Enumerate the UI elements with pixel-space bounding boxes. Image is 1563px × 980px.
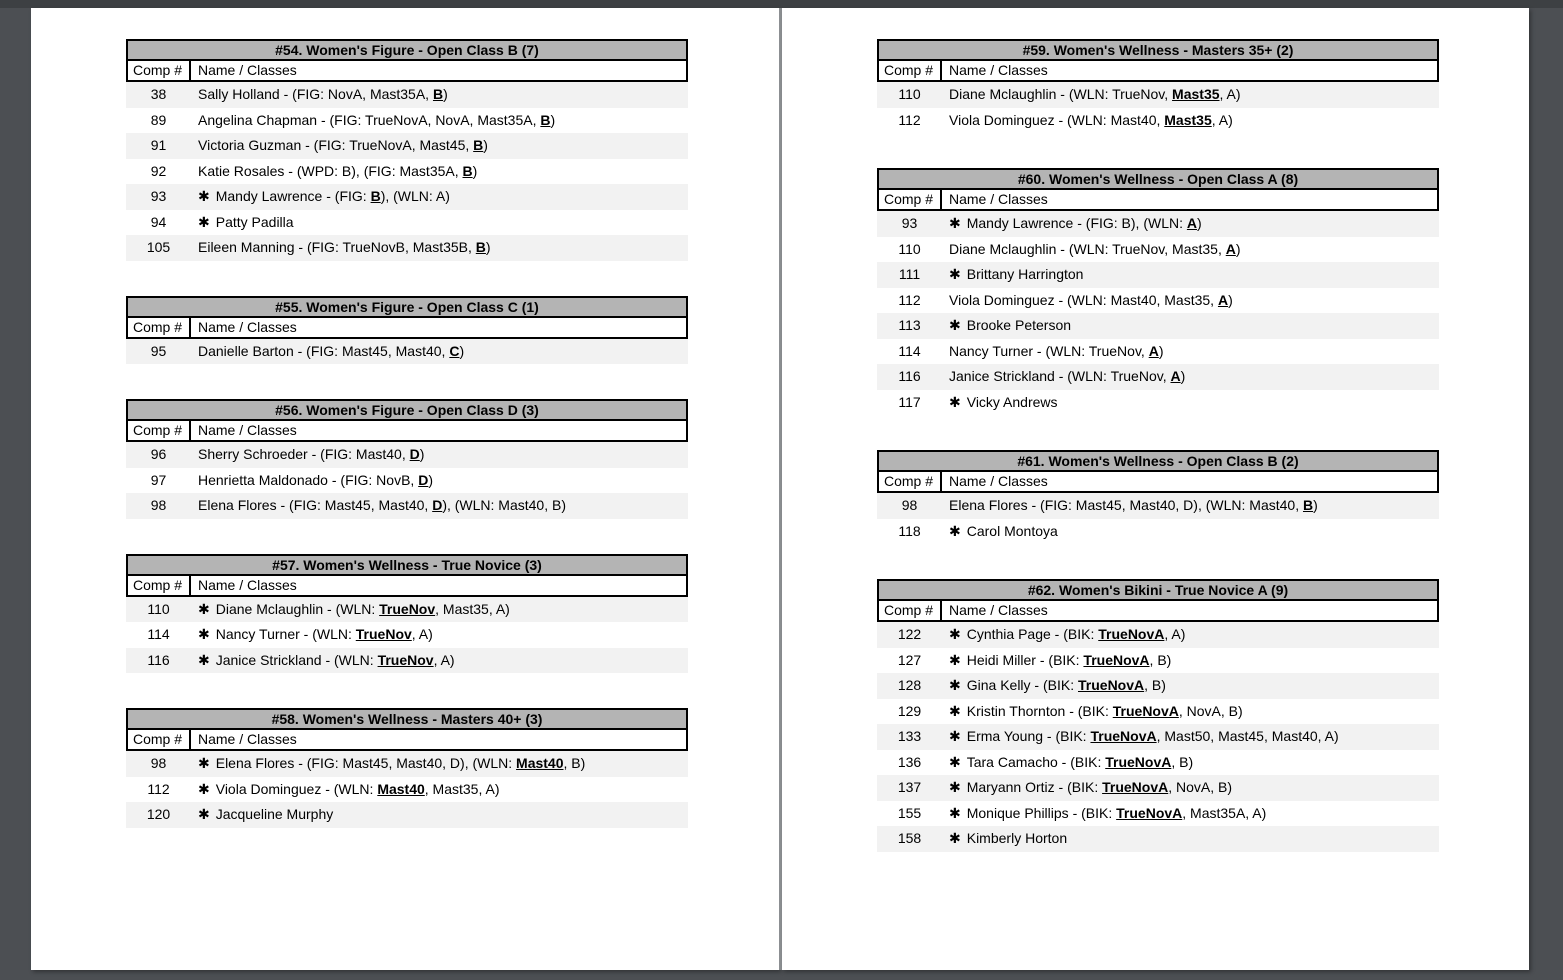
competitor-name-classes [942, 390, 1439, 416]
highlighted-class-token: B [540, 111, 551, 128]
table-row [877, 801, 1439, 827]
highlighted-class-token: TrueNovA [1078, 677, 1145, 693]
competitor-name-classes [942, 211, 1439, 237]
comp-number: 38 [150, 86, 167, 102]
comp-number-column-header: Comp # [128, 576, 191, 595]
row-text: , Mast35, A) [424, 780, 500, 797]
name-classes-column-header: Name / Classes [198, 422, 297, 438]
crossover-star-icon: ✱ [949, 753, 961, 770]
table-row [126, 802, 688, 828]
row-text: , B) [1171, 753, 1194, 770]
row-text: Katie Rosales - (WPD: B), (FIG: Mast35A, [198, 162, 463, 179]
competitor-name-classes [942, 826, 1439, 852]
row-text: Cynthia Page - (BIK: [966, 626, 1099, 642]
row-text: Viola Dominguez - (WLN: [215, 780, 378, 797]
competitor-name-classes [191, 468, 688, 494]
table-row [126, 597, 688, 623]
comp-number: 116 [898, 368, 921, 384]
row-text: Janice Strickland - (WLN: [215, 651, 378, 668]
table-row [877, 622, 1439, 648]
row-text: , NovA, B) [1168, 779, 1233, 795]
name-classes-column-header: Name / Classes [949, 473, 1048, 489]
name-classes-column-header: Name / Classes [949, 602, 1048, 618]
highlighted-class-token: TrueNovA [1098, 626, 1165, 642]
row-text: Viola Dominguez - (WLN: Mast40, [949, 111, 1165, 128]
class-table [877, 39, 1439, 133]
table-row [126, 133, 688, 159]
competitor-name-classes [191, 133, 688, 159]
crossover-star-icon: ✱ [949, 779, 961, 795]
competitor-name-classes [942, 237, 1439, 263]
comp-number: 116 [147, 651, 170, 668]
name-classes-column-header: Name / Classes [949, 62, 1048, 78]
row-text: , B) [1149, 651, 1172, 668]
row-text: Henrietta Maldonado - (FIG: NovB, [198, 471, 419, 488]
row-text: Janice Strickland - (WLN: TrueNov, [949, 368, 1171, 384]
table-row [877, 750, 1439, 776]
comp-number: 117 [898, 393, 921, 410]
comp-number: 128 [897, 677, 922, 693]
row-text: ) [459, 342, 465, 359]
highlighted-class-token: D [418, 471, 429, 488]
competitor-name-classes [942, 622, 1439, 648]
table-title: #60. Women's Wellness - Open Class A (8) [877, 168, 1439, 190]
highlighted-class-token: C [449, 342, 460, 359]
crossover-star-icon: ✱ [949, 677, 961, 693]
table-header-row [126, 318, 688, 339]
row-text: , Mast35, A) [435, 600, 510, 617]
competitor-name-classes [942, 288, 1439, 314]
competitor-name-classes [942, 519, 1439, 545]
comp-number: 137 [897, 779, 922, 795]
row-text: Nancy Turner - (WLN: [215, 626, 356, 642]
table-row [877, 364, 1439, 390]
comp-number-column-header: Comp # [128, 730, 191, 749]
table-row [126, 493, 688, 519]
row-text: Diane Mclaughlin - (WLN: TrueNov, [949, 86, 1173, 102]
row-text: ) [1228, 291, 1233, 308]
comp-number: 97 [150, 471, 167, 488]
table-row [126, 777, 688, 803]
crossover-star-icon: ✱ [949, 728, 961, 744]
row-text: , Mast35A, A) [1182, 804, 1267, 821]
row-text: ) [428, 471, 433, 488]
crossover-star-icon: ✱ [949, 626, 961, 642]
table-row [877, 775, 1439, 801]
table-row [877, 313, 1439, 339]
class-table [126, 296, 688, 365]
highlighted-class-token: D [432, 497, 443, 513]
comp-number: 113 [898, 317, 921, 333]
table-row [877, 82, 1439, 108]
table-row [126, 235, 688, 261]
competitor-name-classes [191, 184, 688, 210]
highlighted-class-token: B [370, 188, 381, 204]
row-text: Angelina Chapman - (FIG: TrueNovA, NovA, Mast35A, [198, 111, 541, 128]
crossover-star-icon: ✱ [949, 317, 961, 333]
table-header-row [877, 190, 1439, 211]
row-text: ) [1197, 215, 1202, 231]
crossover-star-icon: ✱ [949, 830, 961, 846]
competitor-name-classes [942, 364, 1439, 390]
class-table [126, 39, 688, 261]
comp-number: 110 [898, 240, 921, 257]
crossover-star-icon: ✱ [949, 266, 961, 282]
comp-number-column-header: Comp # [879, 190, 942, 209]
crossover-star-icon: ✱ [949, 804, 961, 821]
row-text: Jacqueline Murphy [215, 806, 334, 822]
table-title: #57. Women's Wellness - True Novice (3) [126, 554, 688, 576]
table-row [126, 82, 688, 108]
competitor-name-classes [942, 775, 1439, 801]
highlighted-class-token: B [473, 137, 484, 153]
competitor-name-classes [942, 673, 1439, 699]
row-text: Monique Phillips - (BIK: [966, 804, 1117, 821]
row-text: Victoria Guzman - (FIG: TrueNovA, Mast45, [198, 137, 474, 153]
crossover-star-icon: ✱ [949, 702, 961, 719]
comp-number: 93 [150, 188, 167, 204]
row-text: , Mast50, Mast45, Mast40, A) [1156, 728, 1339, 744]
comp-number: 127 [897, 651, 922, 668]
row-text: , B) [563, 755, 586, 771]
row-text: , B) [1144, 677, 1166, 693]
row-text: ) [472, 162, 478, 179]
row-text: Kristin Thornton - (BIK: [966, 702, 1113, 719]
crossover-star-icon: ✱ [949, 522, 961, 539]
table-header-row [126, 576, 688, 597]
viewer-top-edge [0, 0, 1563, 8]
competitor-name-classes [942, 699, 1439, 725]
row-text: ) [485, 239, 491, 255]
crossover-star-icon: ✱ [949, 651, 961, 668]
highlighted-class-token: B [475, 239, 486, 255]
table-row [877, 673, 1439, 699]
competitor-name-classes [191, 159, 688, 185]
table-row [126, 159, 688, 185]
table-header-row [877, 601, 1439, 622]
table-row [877, 493, 1439, 519]
name-classes-column-header: Name / Classes [949, 191, 1048, 207]
crossover-star-icon: ✱ [198, 213, 210, 230]
comp-number: 114 [147, 626, 170, 642]
table-row [126, 648, 688, 674]
row-text: Patty Padilla [215, 213, 294, 230]
class-table [877, 168, 1439, 415]
highlighted-class-token: Mast35 [1164, 111, 1212, 128]
table-row [126, 622, 688, 648]
competitor-name-classes [942, 648, 1439, 674]
comp-number-column-header: Comp # [128, 318, 191, 337]
comp-number: 110 [898, 86, 921, 102]
table-title: #59. Women's Wellness - Masters 35+ (2) [877, 39, 1439, 61]
row-text: Diane Mclaughlin - (WLN: [215, 600, 380, 617]
comp-number: 114 [898, 342, 921, 359]
competitor-name-classes [191, 777, 688, 803]
comp-number: 95 [150, 342, 167, 359]
comp-number: 120 [146, 806, 171, 822]
row-text: ) [1313, 497, 1318, 513]
highlighted-class-token: D [409, 446, 420, 462]
highlighted-class-token: TrueNovA [1102, 779, 1169, 795]
competitor-name-classes [191, 339, 688, 365]
highlighted-class-token: B [432, 86, 444, 102]
table-row [877, 108, 1439, 134]
row-text: Eileen Manning - (FIG: TrueNovB, Mast35B, [198, 239, 476, 255]
row-text: ) [1235, 240, 1241, 257]
comp-number: 111 [898, 266, 921, 282]
crossover-star-icon: ✱ [198, 780, 210, 797]
comp-number: 110 [147, 600, 170, 617]
table-row [877, 339, 1439, 365]
table-row [877, 826, 1439, 852]
competitor-name-classes [191, 108, 688, 134]
table-row [877, 724, 1439, 750]
crossover-star-icon: ✱ [198, 806, 210, 822]
row-text: Carol Montoya [966, 522, 1058, 539]
comp-number: 89 [150, 111, 167, 128]
row-text: ) [1180, 368, 1186, 384]
highlighted-class-token: B [462, 162, 473, 179]
table-header-row [877, 472, 1439, 493]
name-classes-column-header: Name / Classes [198, 731, 297, 747]
table-row [877, 237, 1439, 263]
row-text: Vicky Andrews [966, 393, 1058, 410]
row-text: Tara Camacho - (BIK: [966, 753, 1106, 770]
row-text: ) [419, 446, 425, 462]
table-row [877, 390, 1439, 416]
competitor-name-classes [191, 235, 688, 261]
competitor-name-classes [942, 313, 1439, 339]
table-row [126, 210, 688, 236]
table-header-row [877, 61, 1439, 82]
comp-number: 96 [150, 446, 167, 462]
table-title: #58. Women's Wellness - Masters 40+ (3) [126, 708, 688, 730]
row-text: ) [550, 111, 556, 128]
row-text: Sherry Schroeder - (FIG: Mast40, [198, 446, 410, 462]
class-table [126, 554, 688, 674]
highlighted-class-token: A [1217, 291, 1229, 308]
crossover-star-icon: ✱ [198, 651, 210, 668]
table-title: #55. Women's Figure - Open Class C (1) [126, 296, 688, 318]
row-text: ) [1158, 342, 1164, 359]
highlighted-class-token: A [1148, 342, 1159, 359]
row-text: Maryann Ortiz - (BIK: [966, 779, 1103, 795]
competitor-name-classes [191, 210, 688, 236]
comp-number: 158 [897, 830, 922, 846]
highlighted-class-token: TrueNovA [1105, 753, 1172, 770]
row-text: Gina Kelly - (BIK: [966, 677, 1078, 693]
table-row [877, 519, 1439, 545]
highlighted-class-token: Mast40 [516, 755, 564, 771]
row-text: ) [483, 137, 488, 153]
comp-number: 112 [898, 111, 921, 128]
row-text: Erma Young - (BIK: [966, 728, 1091, 744]
comp-number: 92 [150, 162, 167, 179]
highlighted-class-token: A [1170, 368, 1181, 384]
highlighted-class-token: TrueNovA [1112, 702, 1179, 719]
highlighted-class-token: TrueNov [379, 600, 436, 617]
comp-number: 91 [150, 137, 167, 153]
row-text: , A) [1219, 86, 1241, 102]
comp-number: 98 [150, 755, 167, 771]
class-table [877, 579, 1439, 852]
comp-number-column-header: Comp # [128, 61, 191, 80]
crossover-star-icon: ✱ [949, 393, 961, 410]
row-text: , A) [1211, 111, 1233, 128]
competitor-name-classes [191, 82, 688, 108]
comp-number: 122 [897, 626, 922, 642]
row-text: Elena Flores - (FIG: Mast45, Mast40, [198, 497, 433, 513]
table-header-row [126, 730, 688, 751]
row-text: ), (WLN: Mast40, B) [442, 497, 566, 513]
row-text: ) [443, 86, 448, 102]
row-text: Mandy Lawrence - (FIG: B), (WLN: [966, 215, 1187, 231]
highlighted-class-token: Mast35 [1172, 86, 1220, 102]
row-text: , A) [433, 651, 455, 668]
class-table [126, 708, 688, 828]
row-text: Sally Holland - (FIG: NovA, Mast35A, [198, 86, 433, 102]
competitor-name-classes [942, 801, 1439, 827]
row-text: , A) [1164, 626, 1186, 642]
competitor-name-classes [191, 648, 688, 674]
highlighted-class-token: B [1302, 497, 1314, 513]
highlighted-class-token: A [1225, 240, 1236, 257]
competitor-name-classes [191, 597, 688, 623]
row-text: Brooke Peterson [966, 317, 1072, 333]
highlighted-class-token: TrueNovA [1090, 728, 1157, 744]
competitor-name-classes [942, 108, 1439, 134]
document-page-left [31, 8, 779, 970]
comp-number: 133 [897, 728, 922, 744]
table-row [877, 699, 1439, 725]
table-title: #56. Women's Figure - Open Class D (3) [126, 399, 688, 421]
row-text: Nancy Turner - (WLN: TrueNov, [949, 342, 1149, 359]
competitor-name-classes [191, 442, 688, 468]
table-row [877, 648, 1439, 674]
comp-number: 105 [146, 239, 171, 255]
row-text: Diane Mclaughlin - (WLN: TrueNov, Mast35, [949, 240, 1226, 257]
crossover-star-icon: ✱ [198, 626, 210, 642]
comp-number-column-header: Comp # [879, 61, 942, 80]
comp-number: 98 [901, 497, 918, 513]
comp-number: 112 [147, 780, 170, 797]
table-title: #61. Women's Wellness - Open Class B (2) [877, 450, 1439, 472]
table-row [877, 288, 1439, 314]
crossover-star-icon: ✱ [198, 600, 210, 617]
table-row [877, 211, 1439, 237]
comp-number: 136 [897, 753, 922, 770]
comp-number: 93 [901, 215, 918, 231]
row-text: Viola Dominguez - (WLN: Mast40, Mast35, [949, 291, 1218, 308]
crossover-star-icon: ✱ [198, 188, 210, 204]
comp-number: 118 [898, 522, 921, 539]
highlighted-class-token: TrueNovA [1116, 804, 1183, 821]
table-header-row [126, 421, 688, 442]
comp-number-column-header: Comp # [128, 421, 191, 440]
row-text: , A) [411, 626, 433, 642]
highlighted-class-token: TrueNovA [1083, 651, 1150, 668]
table-row [126, 339, 688, 365]
page-left-content [31, 8, 779, 828]
table-row [126, 468, 688, 494]
table-title: #62. Women's Bikini - True Novice A (9) [877, 579, 1439, 601]
competitor-name-classes [942, 82, 1439, 108]
crossover-star-icon: ✱ [949, 215, 961, 231]
class-table [126, 399, 688, 519]
comp-number: 155 [897, 804, 922, 821]
comp-number-column-header: Comp # [879, 472, 942, 491]
class-table [877, 450, 1439, 544]
competitor-name-classes [191, 493, 688, 519]
competitor-name-classes [942, 339, 1439, 365]
row-text: Elena Flores - (FIG: Mast45, Mast40, D), (WLN: [215, 755, 517, 771]
highlighted-class-token: TrueNov [355, 626, 412, 642]
highlighted-class-token: A [1186, 215, 1198, 231]
crossover-star-icon: ✱ [198, 755, 210, 771]
comp-number: 98 [150, 497, 167, 513]
competitor-name-classes [191, 751, 688, 777]
highlighted-class-token: Mast40 [377, 780, 425, 797]
name-classes-column-header: Name / Classes [198, 318, 297, 335]
comp-number: 94 [150, 213, 167, 230]
row-text: ), (WLN: A) [380, 188, 450, 204]
name-classes-column-header: Name / Classes [198, 576, 297, 593]
competitor-name-classes [942, 493, 1439, 519]
row-text: Elena Flores - (FIG: Mast45, Mast40, D), (WLN: Mast40, [949, 497, 1303, 513]
table-row [126, 184, 688, 210]
table-row [126, 751, 688, 777]
competitor-name-classes [942, 724, 1439, 750]
row-text: Heidi Miller - (BIK: [966, 651, 1084, 668]
comp-number-column-header: Comp # [879, 601, 942, 620]
competitor-name-classes [191, 802, 688, 828]
table-row [877, 262, 1439, 288]
competitor-name-classes [942, 262, 1439, 288]
row-text: Danielle Barton - (FIG: Mast45, Mast40, [198, 342, 450, 359]
row-text: Mandy Lawrence - (FIG: [215, 188, 371, 204]
competitor-name-classes [942, 750, 1439, 776]
comp-number: 129 [897, 702, 922, 719]
page-right-content [782, 8, 1529, 852]
document-page-right [782, 8, 1529, 970]
row-text: Brittany Harrington [966, 266, 1084, 282]
competitor-name-classes [191, 622, 688, 648]
comp-number: 112 [898, 291, 921, 308]
highlighted-class-token: TrueNov [377, 651, 434, 668]
table-title: #54. Women's Figure - Open Class B (7) [126, 39, 688, 61]
row-text: , NovA, B) [1178, 702, 1243, 719]
name-classes-column-header: Name / Classes [198, 62, 297, 78]
table-row [126, 442, 688, 468]
table-row [126, 108, 688, 134]
table-header-row [126, 61, 688, 82]
row-text: Kimberly Horton [966, 830, 1068, 846]
